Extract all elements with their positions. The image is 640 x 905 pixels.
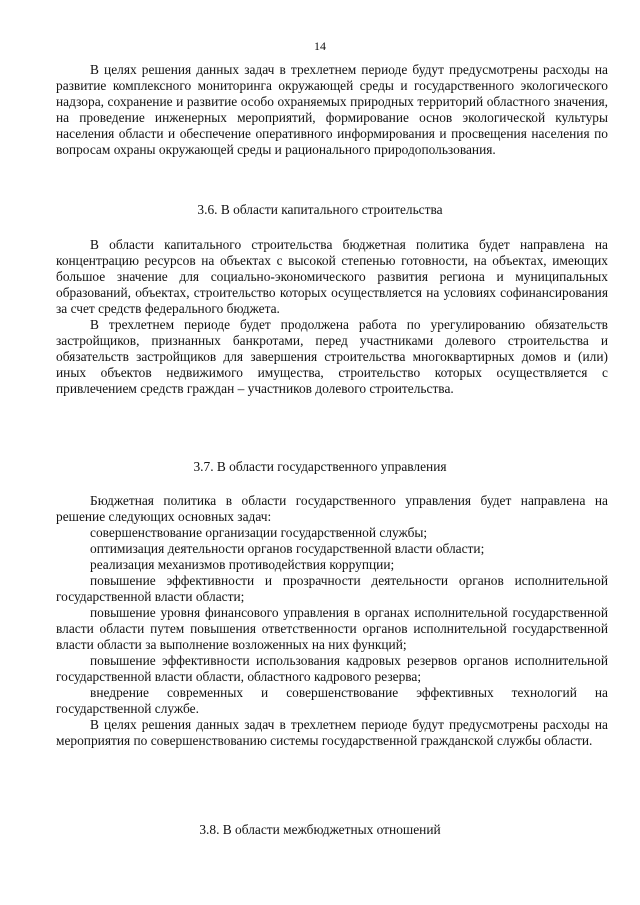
section-3-6-paragraph-1: В области капитального строительства бюджетная политика будет направлена на концентрацию ресурсов на объектах с высокой степенью готовности, на объектах, имеющих большое значение для социально-экономического развития региона и муниципальных образований, объектах, строительство которых осуществляется на условиях софинансирования за счет средств федерального бюджета. [56,237,608,316]
intro-block [56,62,608,158]
page-number: 14 [314,39,326,53]
section-3-7-heading: 3.7. В области государственного управления [193,459,447,474]
list-item: внедрение современных и совершенствование эффективных технологий на государственной службе. [56,685,608,716]
section-3-7-lead: Бюджетная политика в области государственного управления будет направлена на решение следующих основных задач: [56,493,608,524]
section-3-7-closing: В целях решения данных задач в трехлетнем периоде будут предусмотрены расходы на мероприятия по совершенствованию системы государственной гражданской службы области. [56,717,608,748]
section-3-6-heading: 3.6. В области капитального строительства [197,202,443,217]
list-item: повышение уровня финансового управления в органах исполнительной государственной власти области путем повышения ответственности органов исполнительной государственной власти области за выполнение возложенных на них функций; [56,605,608,652]
section-3-7-body [56,493,608,749]
intro-paragraph: В целях решения данных задач в трехлетнем периоде будут предусмотрены расходы на развитие комплексного мониторинга окружающей среды и государственного экологического надзора, сохранение и развитие особо охраняемых природных территорий областного значения, на проведение инженерных мероприятий, формирование основ экологической культуры населения области и обеспечение оперативного информирования и просвещения населения по вопросам охраны окружающей среды и рационального природопользования. [56,62,608,157]
section-3-6-paragraph-2: В трехлетнем периоде будет продолжена работа по урегулированию обязательств застройщиков, признанных банкротами, перед участниками долевого строительства и обязательств застройщиков для завершения строительства многоквартирных домов и (или) иных объектов недвижимого имущества, строительство которых осуществляется с привлечением средств граждан – участников долевого строительства. [56,317,608,396]
section-3-6-body [56,237,608,397]
list-item: повышение эффективности и прозрачности деятельности органов исполнительной государственной власти области; [56,573,608,604]
list-item: реализация механизмов противодействия коррупции; [90,557,395,572]
list-item: повышение эффективности использования кадровых резервов органов исполнительной государственной власти области, областного кадрового резерва; [56,653,608,684]
list-item: оптимизация деятельности органов государственной власти области; [90,541,485,556]
section-3-8-heading: 3.8. В области межбюджетных отношений [199,822,441,837]
list-item: совершенствование организации государственной службы; [90,525,428,540]
